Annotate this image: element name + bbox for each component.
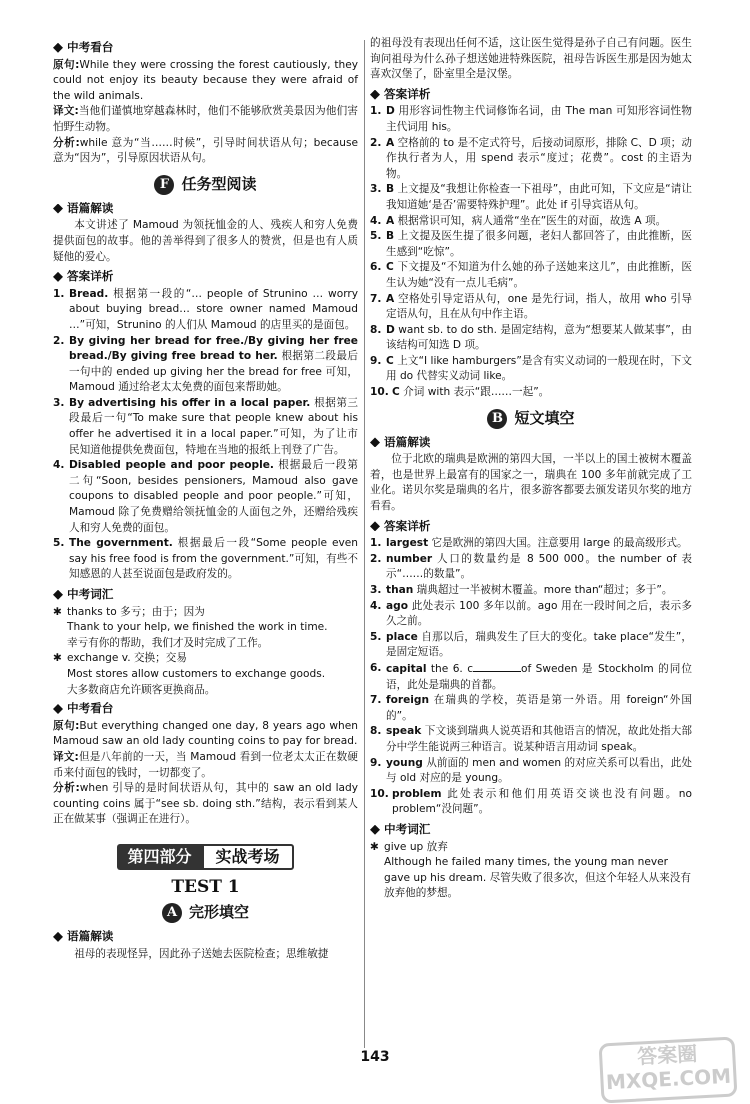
asterisk-icon: ✱ <box>53 605 62 618</box>
answer-item: 7. A 空格处引导定语从句，one 是先行词，指人，故用 who 引导定语从句，且在从句中作主语。 <box>370 292 692 321</box>
answer-item: 6. capital the 6. c of Sweden 是 Stockholm 的同位语，此处是瑞典的首都。 <box>370 661 692 691</box>
answer-item: 3. By advertising his offer in a local paper. 根据第三段最后一句“To make sure that people knew about his offer he advertised it in a local paper.”可知，为了让市民知道他提供免费面包，特地在当地的报纸上刊登了广告。 <box>53 396 358 456</box>
section-letter-badge: A <box>162 903 182 923</box>
answer-item: 3. than 瑞典超过一半被树木覆盖。more than“超过；多于”。 <box>370 584 673 596</box>
translation: 译文:当他们谨慎地穿越森林时，他们不能够欣赏美景因为他们害怕野生动物。 <box>53 105 358 133</box>
answer-item: 2. A 空格前的 to 是不定式符号，后接动词原形，排除 C、D 项；动作执行者为人，用 spend 表示“度过；花费”。cost 的主语为物。 <box>370 136 692 180</box>
section-f-heading: F 任务型阅读 <box>53 175 358 195</box>
original-sentence: 原句:While they were crossing the forest cautiously, they could not enjoy its beauty because they were afraid of the wild animals. <box>53 58 358 102</box>
reading-analysis-continued: 的祖母没有表现出任何不适，这让医生觉得是孙子自己有问题。医生询问祖母为什么孙子想送她进特殊医院，祖母告诉医生那是因为她太喜欢汉堡了，卧室里全是汉堡。 <box>370 37 692 81</box>
reading-analysis-title: 语篇解读 <box>370 435 692 451</box>
part-banner: 第四部分 实战考场 <box>53 844 358 870</box>
vocab-title: 中考词汇 <box>53 587 358 603</box>
asterisk-icon: ✱ <box>370 840 379 853</box>
asterisk-icon: ✱ <box>53 652 62 665</box>
reading-analysis-text: 祖母的表现怪异，因此孙子送她去医院检查；思维敏捷 <box>74 947 329 960</box>
fill-blank-line <box>473 661 521 672</box>
answer-item: 7. foreign 在瑞典的学校，英语是第一外语。用 foreign“外国的”。 <box>370 694 692 722</box>
diamond-icon <box>53 204 63 214</box>
analysis: 分析:while 意为“当……时候”，引导时间状语从句；because 意为“因为”，引导原因状语从句。 <box>53 136 358 165</box>
test-title: TEST 1 <box>171 876 240 897</box>
section-a-heading: A 完形填空 <box>53 903 358 923</box>
answer-item: 10. problem 此处表示和他们用英语交谈也没有问题。no problem“没问题”。 <box>370 787 692 816</box>
answer-item: 5. B 上文提及医生提了很多问题，老妇人都回答了，由此推断，医生感到“吃惊”。 <box>370 230 692 258</box>
answer-item: 3. B 上文提及“我想让你检查一下祖母”，由此可知，下文应是“请让我知道她‘是否’需要特殊护理”。此处 if 引导宾语从句。 <box>370 183 692 211</box>
diamond-icon <box>370 825 380 835</box>
reading-analysis-text: 位于北欧的瑞典是欧洲的第四大国，一半以上的国土被树木覆盖着，也是世界上最富有的国家之一，瑞典在 100 多年前就完成了工业化。诺贝尔奖是瑞典的名片，很多游客都要去颁发诺贝尔奖的地方看看。 <box>370 453 692 513</box>
exam-box-1-title: 中考看台 <box>53 40 358 56</box>
original-sentence: 原句:But everything changed one day, 8 years ago when Mamoud saw an old lady counting coins to pay for bread. <box>53 719 358 748</box>
right-column <box>370 36 692 902</box>
diamond-icon <box>53 704 63 714</box>
answer-item: 1. Bread. 根据第一段的“… people of Strunino … worry about buying bread… store owner named Mamoud …”可知，Strunino 的人们从 Mamoud 的店里买的是面包。 <box>53 287 358 331</box>
vocab-entry: ✱ thanks to 多亏；由于；因为 Thank to your help, we finished the work in time. 幸亏有你的帮助，我们才及时完成了工作。 <box>53 605 358 652</box>
diamond-icon <box>370 437 380 447</box>
answer-item: 1. D 用形容词性物主代词修饰名词，由 The man 可知形容词性物主代词用 his。 <box>370 105 692 133</box>
translation: 译文:但是八年前的一天，当 Mamoud 看到一位老太太正在数硬币来付面包的钱时，一切都变了。 <box>53 750 358 779</box>
answer-item: 8. speak 下文谈到瑞典人说英语和其他语言的情况，故此处指大部分中学生能说两三种语言。说某种语言用动词 speak。 <box>370 725 692 753</box>
section-letter-badge: F <box>154 175 174 195</box>
exam-box-2-title: 中考看台 <box>53 701 358 717</box>
answer-item: 5. place 自那以后，瑞典发生了巨大的变化。take place“发生”，是固定短语。 <box>370 630 692 659</box>
vocab-entry: ✱ exchange v. 交换；交易 Most stores allow customers to exchange goods. 大多数商店允许顾客更换商品。 <box>53 651 358 698</box>
answer-item: 4. Disabled people and poor people. 根据最后一段第二句“Soon, besides pensioners, Mamoud also gave coupons to disabled people and poor people.”可知，Mamoud 除了免费赠给领抚恤金的人面包之外，还赠给残疾人和穷人免费的面包。 <box>53 459 359 534</box>
answer-item: 2. By giving her bread for free./By giving her free bread./By giving free bread to her. 根据第二段最后一句中的 ended up giving her the bread for free 可知，Mamoud 通过给老太太免费的面包来帮助她。 <box>53 334 358 394</box>
page-number: 143 <box>360 1049 390 1065</box>
analysis: 分析:when 引导的是时间状语从句，其中的 saw an old lady counting coins 属于“see sb. doing sth.”结构，表示看到某人正在做某事（强调正在进行）。 <box>53 782 358 826</box>
answer-item: 10. C 介词 with 表示“跟……一起”。 <box>370 386 550 399</box>
diamond-icon <box>53 43 63 53</box>
answer-item: 9. C 上文“I like hamburgers”是含有实义动词的一般现在时，下文用 do 代替实义动词 like。 <box>370 354 692 383</box>
diamond-icon <box>53 590 63 600</box>
answer-item: 5. The government. 根据最后一段“Some people even say his free food is from the government.”可知，有些不知感恩的人甚至说面包是政府发的。 <box>53 537 358 581</box>
column-divider <box>364 40 365 1048</box>
answer-detail-title: 答案详析 <box>53 269 358 285</box>
diamond-icon <box>370 90 380 100</box>
reading-analysis-title: 语篇解读 <box>53 929 358 945</box>
vocab-title: 中考词汇 <box>370 822 692 838</box>
section-b-heading: B 短文填空 <box>370 409 692 429</box>
answer-item: 1. largest 它是欧洲的第四大国。注意要用 large 的最高级形式。 <box>370 537 688 550</box>
vocab-entry: ✱ give up 放弃 Although he failed many times, the young man never gave up his dream. 尽管失败了很多次，但这个年轻人从来没有放弃他的梦想。 <box>370 840 692 902</box>
answer-item: 4. ago 此处表示 100 多年以前。ago 用在一段时间之后，表示多久之前。 <box>370 599 692 628</box>
answer-detail-title: 答案详析 <box>370 87 692 103</box>
reading-analysis-text: 本文讲述了 Mamoud 为领抚恤金的人、残疾人和穷人免费提供面包的故事。他的善举得到了很多人的赞赏，但是也有人质疑他的爱心。 <box>53 219 358 263</box>
answer-item: 6. C 下文提及“不知道为什么她的孙子送她来这儿”，由此推断，医生认为她“没有一点儿毛病”。 <box>370 261 692 289</box>
diamond-icon <box>370 521 380 531</box>
left-column <box>53 36 358 962</box>
reading-analysis-title: 语篇解读 <box>53 201 358 217</box>
section-letter-badge: B <box>487 409 507 429</box>
answer-item: 4. A 根据常识可知，病人通常“坐在”医生的对面，故选 A 项。 <box>370 214 667 227</box>
answer-item: 8. D want sb. to do sth. 是固定结构，意为“想要某人做某事”，由该结构可知选 D 项。 <box>370 323 692 352</box>
watermark-logo: 答案圈 MXQE.COM <box>599 1036 738 1103</box>
answer-item: 2. number 人口的数量约是 8 500 000。the number of 表示“……的数量”。 <box>370 552 692 581</box>
answer-detail-title: 答案详析 <box>370 519 692 535</box>
diamond-icon <box>53 932 63 942</box>
answer-item: 9. young 从前面的 men and women 的对应关系可以看出，此处与 old 对应的是 young。 <box>370 756 692 785</box>
diamond-icon <box>53 272 63 282</box>
